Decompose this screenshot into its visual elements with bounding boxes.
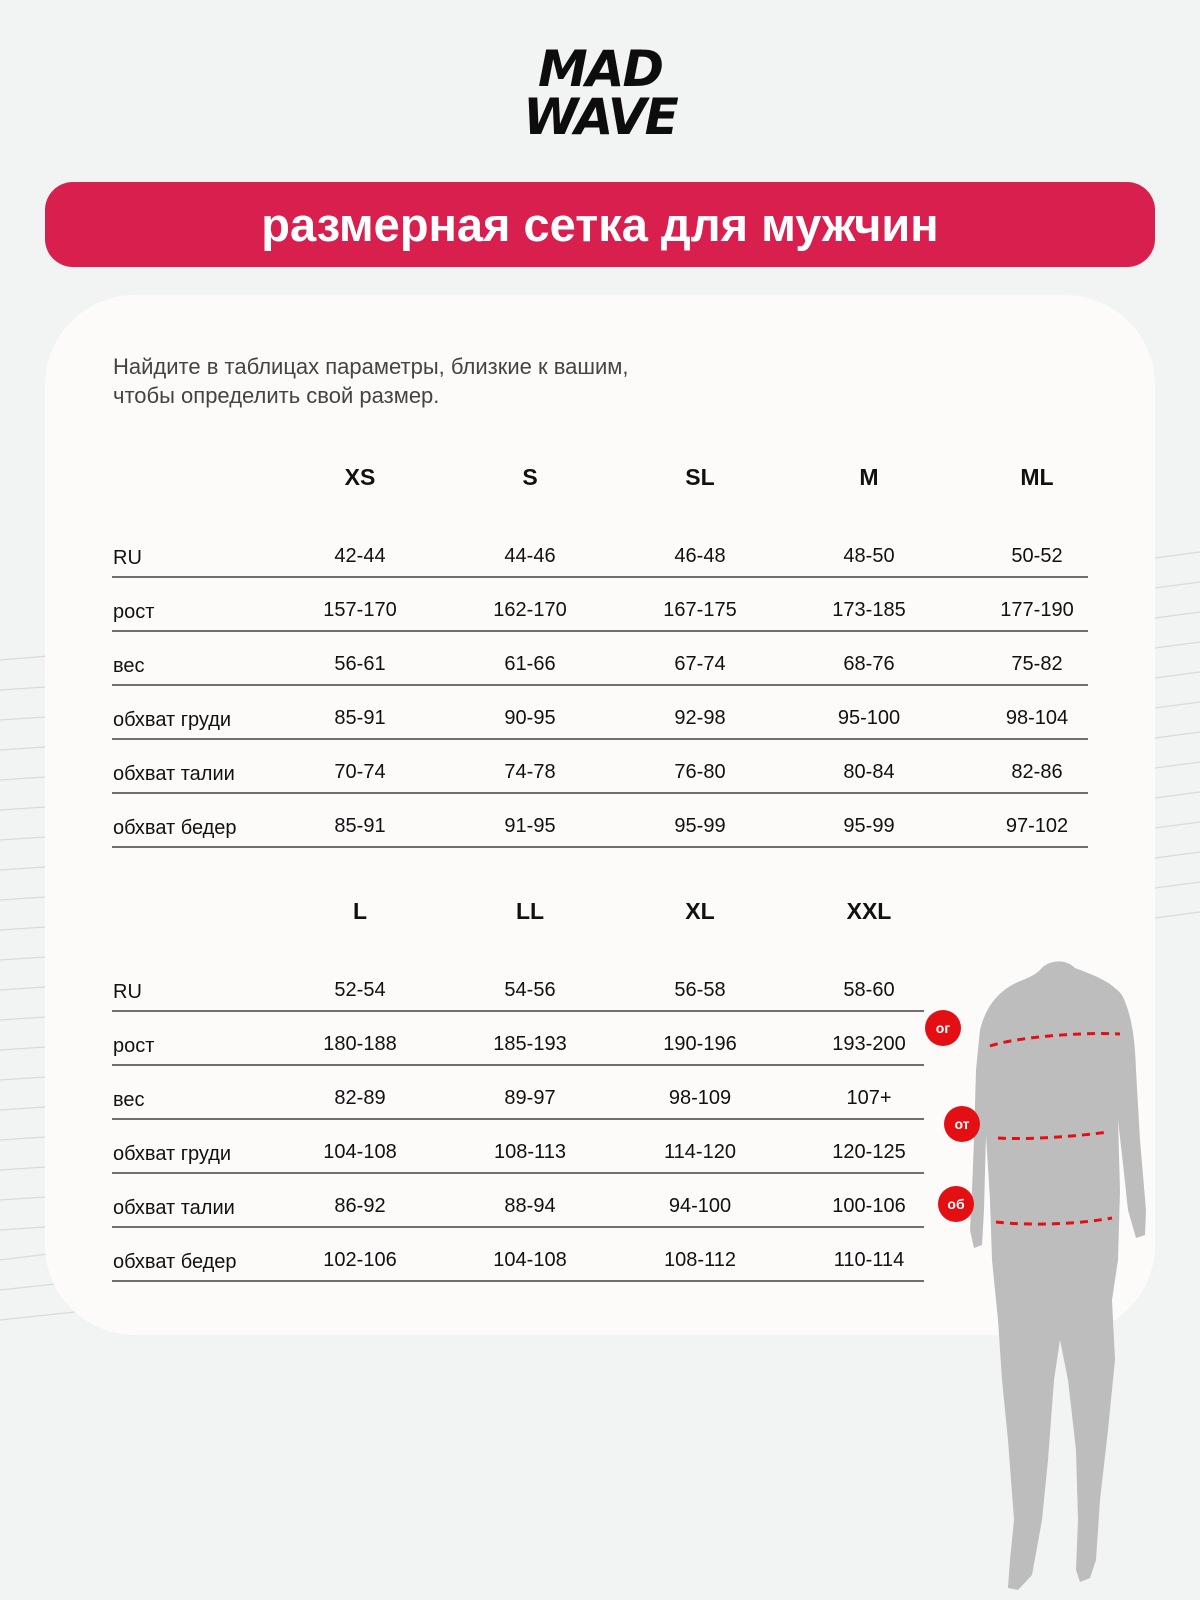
table-cell: 54-56 [504,979,556,1001]
table-cell: 74-78 [504,761,556,783]
size-header: SL [685,464,715,490]
chest-badge: ог [925,1010,961,1046]
row-label: вес [113,655,145,677]
intro-line-2: чтобы определить свой размер. [113,383,440,408]
brand-logo-line1: MAD [538,40,662,98]
table-cell: 167-175 [663,599,737,621]
row-label: рост [113,601,155,623]
table-cell: 91-95 [504,815,556,837]
table-cell: 56-61 [334,653,386,675]
table-cell: 157-170 [323,599,397,621]
table-cell: 95-99 [674,815,726,837]
table-cell: 193-200 [832,1033,906,1055]
table-cell: 76-80 [674,761,726,783]
table-cell: 70-74 [334,761,386,783]
table-cell: 180-188 [323,1033,397,1055]
size-header: XXL [846,898,892,924]
row-label: RU [113,547,142,569]
table-cell: 88-94 [504,1195,556,1217]
row-label: обхват бедер [113,1251,237,1273]
table-cell: 67-74 [674,653,726,675]
table-cell: 190-196 [663,1033,737,1055]
table-cell: 110-114 [833,1249,905,1271]
row-label: рост [113,1035,155,1057]
table-cell: 98-109 [668,1087,732,1109]
table-cell: 82-89 [334,1087,386,1109]
intro-text [113,352,813,410]
table-cell: 94-100 [668,1195,732,1217]
size-header: L [352,898,368,924]
table-cell: 104-108 [493,1249,567,1271]
row-label: обхват талии [113,763,235,785]
table-cell: 95-99 [843,815,895,837]
table-cell: 104-108 [323,1141,397,1163]
table-cell: 185-193 [493,1033,567,1055]
size-header: ML [1020,464,1054,490]
table-cell: 92-98 [674,707,726,729]
intro-line-1: Найдите в таблицах параметры, близкие к вашим, [113,354,629,379]
row-label: обхват бедер [113,817,237,839]
table-cell: 80-84 [843,761,895,783]
table-cell: 58-60 [843,979,895,1001]
table-cell: 114-120 [664,1141,736,1163]
table-cell: 68-76 [843,653,895,675]
row-label: обхват груди [113,1143,232,1165]
table-cell: 82-86 [1011,761,1063,783]
table-cell: 61-66 [504,653,556,675]
table-cell: 52-54 [334,979,386,1001]
brand-logo [0,40,1200,146]
brand-logo-line2: WAVE [523,88,677,146]
size-header: M [859,464,879,490]
table-cell: 89-97 [504,1087,556,1109]
size-header: LL [515,898,545,924]
table-cell: 95-100 [837,707,901,729]
table-cell: 85-91 [334,815,386,837]
body-silhouette [970,961,1146,1590]
table-cell: 107+ [846,1087,892,1109]
table-cell: 90-95 [504,707,556,729]
table-cell: 173-185 [832,599,906,621]
table-cell: 86-92 [334,1195,386,1217]
table-cell: 85-91 [334,707,386,729]
row-label: вес [113,1089,145,1111]
table-cell: 56-58 [674,979,726,1001]
table-cell: 102-106 [323,1249,397,1271]
table-cell: 120-125 [832,1141,906,1163]
table-cell: 98-104 [1005,707,1069,729]
table-cell: 100-106 [832,1195,906,1217]
table-cell: 48-50 [843,545,895,567]
row-label: обхват груди [113,709,232,731]
row-label: RU [113,981,142,1003]
size-header: XS [344,464,376,490]
table-cell: 50-52 [1011,545,1063,567]
table-cell: 108-112 [664,1249,736,1271]
page-title: размерная сетка для мужчин [261,198,939,251]
table-cell: 44-46 [504,545,556,567]
hips-badge: об [938,1186,974,1222]
table-cell: 162-170 [493,599,567,621]
table-cell: 108-113 [494,1141,566,1163]
size-header: XL [685,898,715,924]
table-cell: 177-190 [1000,599,1074,621]
waist-badge: от [944,1106,980,1142]
table-cell: 42-44 [334,545,386,567]
table-cell: 75-82 [1011,653,1063,675]
title-banner [45,182,1155,267]
size-header: S [522,464,538,490]
table-cell: 97-102 [1005,815,1069,837]
body-figure [940,960,1180,1600]
row-label: обхват талии [113,1197,235,1219]
table-cell: 46-48 [674,545,726,567]
